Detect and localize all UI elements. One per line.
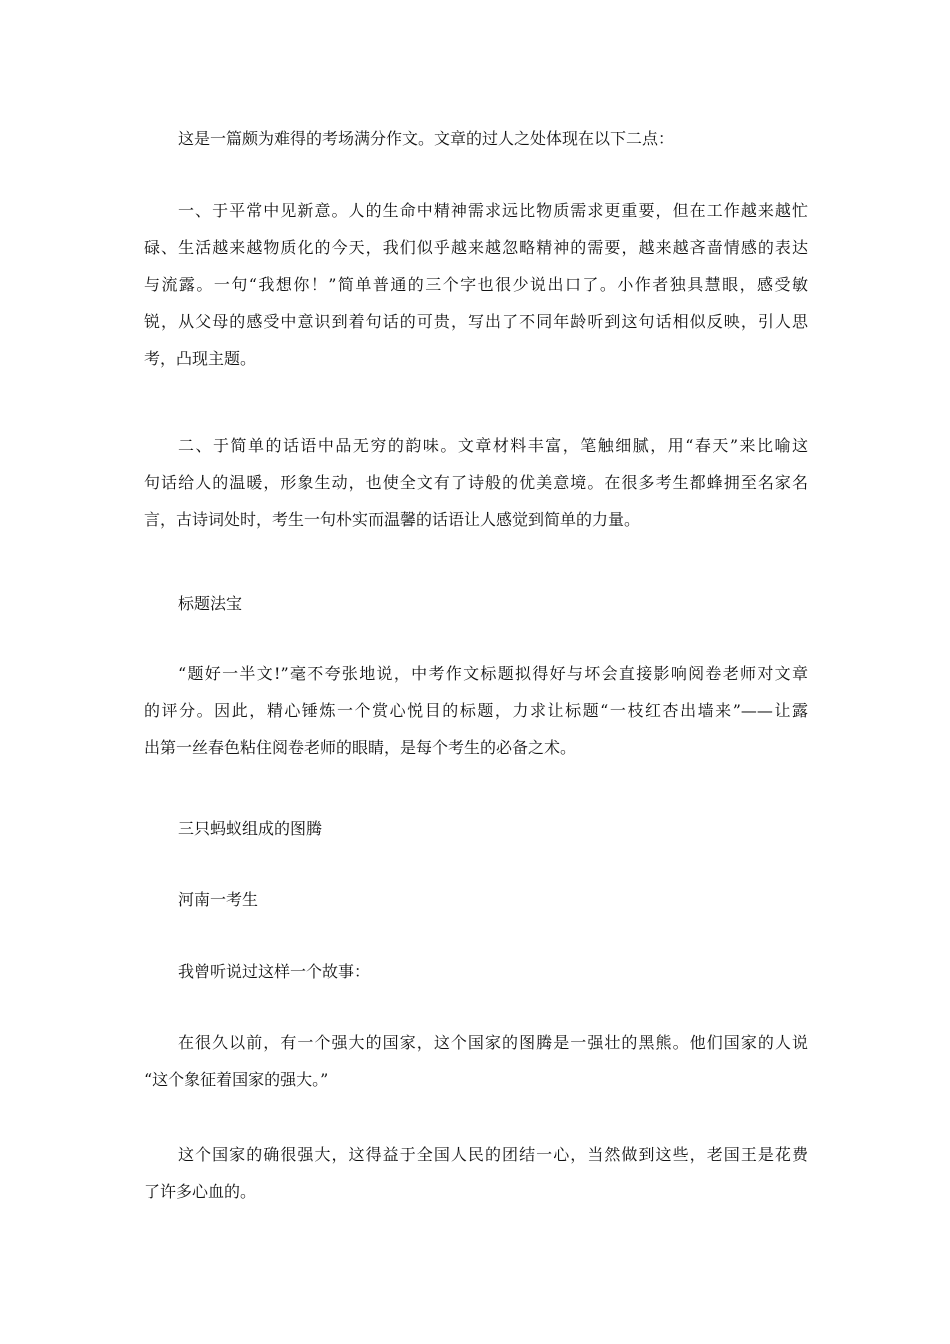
essay-paragraph-2 <box>144 1024 808 1098</box>
text-line: 三只蚂蚁组成的图腾 <box>178 819 323 838</box>
text-line: 与流露。一句“我想你！”简单普通的三个字也很少说出口了。小作者独具慧眼，感受敏 <box>144 275 808 294</box>
text-line: 我曾听说过这样一个故事： <box>178 962 371 981</box>
text-line: 考，凸现主题。 <box>144 349 257 368</box>
paragraph-intro <box>144 120 808 157</box>
paragraph-point-two <box>144 427 808 538</box>
text-line: 这个国家的确很强大，这得益于全国人民的团结一心，当然做到这些，老国王是花费 <box>178 1145 808 1164</box>
essay-author <box>144 881 808 918</box>
text-line: 的评分。因此，精心锤炼一个赏心悦目的标题，力求让标题“一枝红杏出墙来”——让露 <box>144 701 808 720</box>
text-line: 这是一篇颇为难得的考场满分作文。文章的过人之处体现在以下二点： <box>178 129 675 148</box>
text-line: “题好一半文!”毫不夸张地说，中考作文标题拟得好与坏会直接影响阅卷老师对文章 <box>178 664 808 683</box>
paragraph-title-tips <box>144 655 808 766</box>
text-line: 了许多心血的。 <box>144 1182 257 1201</box>
text-line: 标题法宝 <box>178 594 243 613</box>
essay-title <box>144 810 808 847</box>
essay-paragraph-3 <box>144 1136 808 1210</box>
text-line: 出第一丝春色粘住阅卷老师的眼睛，是每个考生的必备之术。 <box>144 738 577 757</box>
text-line: 碌、生活越来越物质化的今天，我们似乎越来越忽略精神的需要，越来越吝啬情感的表达 <box>144 238 808 257</box>
text-line: 河南一考生 <box>178 890 259 909</box>
section-heading-title-tips <box>144 585 808 622</box>
text-line: “这个象征着国家的强大。” <box>144 1070 329 1089</box>
text-line: 在很久以前，有一个强大的国家，这个国家的图腾是一强壮的黑熊。他们国家的人说 <box>178 1033 808 1052</box>
text-line: 句话给人的温暖，形象生动，也使全文有了诗般的优美意境。在很多考生都蜂拥至名家名 <box>144 473 808 492</box>
text-line: 锐，从父母的感受中意识到着句话的可贵，写出了不同年龄听到这句话相似反映，引人思 <box>144 312 808 331</box>
text-line: 二、于简单的话语中品无穷的韵味。文章材料丰富，笔触细腻，用“春天”来比喻这 <box>178 436 808 455</box>
paragraph-point-one <box>144 192 808 377</box>
document-page <box>144 0 808 1344</box>
text-line: 言，古诗词处时，考生一句朴实而温馨的话语让人感觉到简单的力量。 <box>144 510 641 529</box>
text-line: 一、于平常中见新意。人的生命中精神需求远比物质需求更重要，但在工作越来越忙 <box>178 201 808 220</box>
essay-paragraph-1 <box>144 953 808 990</box>
